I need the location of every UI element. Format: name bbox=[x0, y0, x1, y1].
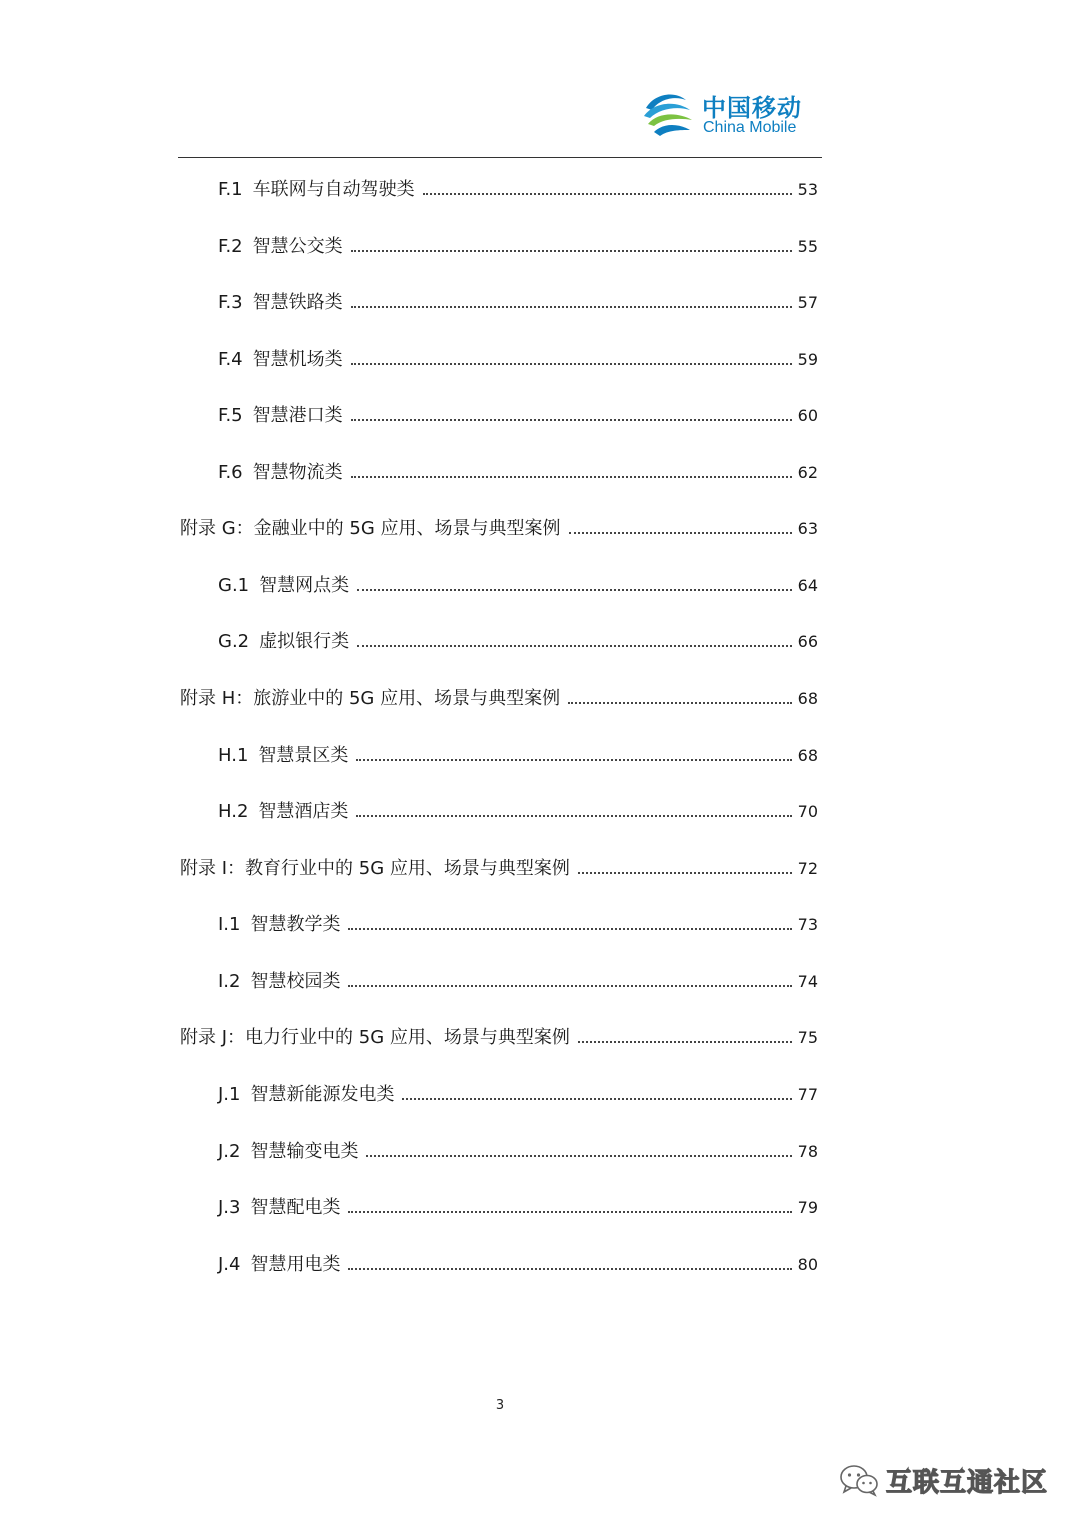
toc-entry-page: 73 bbox=[797, 915, 818, 934]
toc-entry-title: 智慧用电类 bbox=[250, 1254, 341, 1275]
toc-entry-page: 68 bbox=[797, 689, 818, 708]
toc-entry-page: 72 bbox=[797, 859, 818, 878]
toc-entry[interactable] bbox=[218, 1136, 818, 1164]
toc-entry[interactable] bbox=[218, 740, 818, 768]
toc-appendix-entry[interactable] bbox=[180, 513, 818, 541]
toc-entry-title: 智慧教学类 bbox=[250, 914, 341, 935]
toc-entry[interactable] bbox=[218, 626, 818, 654]
dot-leader bbox=[357, 589, 792, 591]
dot-leader bbox=[351, 306, 792, 308]
dot-leader bbox=[348, 928, 792, 930]
toc-entry-title: 附录 J：电力行业中的 5G 应用、场景与典型案例 bbox=[180, 1027, 570, 1048]
toc-entry[interactable] bbox=[218, 1079, 818, 1107]
toc-appendix-entry[interactable] bbox=[180, 1022, 818, 1050]
dot-leader bbox=[357, 645, 792, 647]
toc-entry-page: 74 bbox=[797, 972, 818, 991]
toc-entry-number: J.2 bbox=[218, 1141, 241, 1162]
toc-entry-title: 智慧输变电类 bbox=[250, 1141, 359, 1162]
dot-leader bbox=[351, 419, 792, 421]
wechat-icon bbox=[838, 1463, 880, 1497]
toc-entry-number: J.4 bbox=[218, 1254, 241, 1275]
watermark-text: 互联互通社区 bbox=[886, 1467, 1049, 1498]
dot-leader bbox=[568, 702, 792, 704]
toc-entry[interactable] bbox=[218, 231, 818, 259]
dot-leader bbox=[402, 1098, 792, 1100]
toc-entry-title: 智慧酒店类 bbox=[258, 801, 349, 822]
toc-entry-number: H.2 bbox=[218, 801, 249, 822]
toc-entry[interactable] bbox=[218, 796, 818, 824]
page-number: 3 bbox=[495, 1398, 505, 1413]
dot-leader bbox=[423, 193, 792, 195]
toc-entry-page: 77 bbox=[797, 1085, 818, 1104]
toc-entry-title: 智慧公交类 bbox=[252, 236, 343, 257]
toc-entry-page: 53 bbox=[797, 180, 818, 199]
toc-entry-number: F.5 bbox=[218, 405, 243, 426]
toc-entry-page: 78 bbox=[797, 1142, 818, 1161]
toc-entry-title: 附录 G：金融业中的 5G 应用、场景与典型案例 bbox=[180, 518, 561, 539]
toc-entry-page: 79 bbox=[797, 1198, 818, 1217]
toc-entry-title: 智慧物流类 bbox=[252, 462, 343, 483]
toc-entry-title: 虚拟银行类 bbox=[259, 631, 350, 652]
toc-entry-page: 60 bbox=[797, 406, 818, 425]
dot-leader bbox=[578, 872, 792, 874]
toc-entry[interactable] bbox=[218, 344, 818, 372]
toc-entry-number: F.4 bbox=[218, 349, 243, 370]
toc-entry-page: 70 bbox=[797, 802, 818, 821]
toc-entry-title: 智慧机场类 bbox=[252, 349, 343, 370]
toc-entry-page: 57 bbox=[797, 293, 818, 312]
dot-leader bbox=[351, 250, 792, 252]
toc-entry-title: 智慧配电类 bbox=[250, 1197, 341, 1218]
toc-entry-number: G.1 bbox=[218, 575, 250, 596]
toc-entry-number: J.1 bbox=[218, 1084, 241, 1105]
toc-entry-page: 75 bbox=[797, 1028, 818, 1047]
toc-entry-number: H.1 bbox=[218, 745, 249, 766]
toc-entry-page: 64 bbox=[797, 576, 818, 595]
toc-entry-page: 55 bbox=[797, 237, 818, 256]
toc-entry[interactable] bbox=[218, 174, 818, 202]
dot-leader bbox=[366, 1155, 792, 1157]
toc-entry-title: 智慧校园类 bbox=[250, 971, 341, 992]
toc-entry-title: 附录 H：旅游业中的 5G 应用、场景与典型案例 bbox=[180, 688, 561, 709]
toc-entry-page: 68 bbox=[797, 746, 818, 765]
toc-entry-number: F.3 bbox=[218, 292, 243, 313]
toc-appendix-entry[interactable] bbox=[180, 683, 818, 711]
toc-entry-page: 66 bbox=[797, 632, 818, 651]
toc-appendix-entry[interactable] bbox=[180, 853, 818, 881]
dot-leader bbox=[348, 1268, 792, 1270]
dot-leader bbox=[356, 759, 792, 761]
dot-leader bbox=[578, 1041, 792, 1043]
dot-leader bbox=[351, 476, 792, 478]
toc-entry[interactable] bbox=[218, 966, 818, 994]
toc-entry-title: 智慧新能源发电类 bbox=[250, 1084, 395, 1105]
dot-leader bbox=[356, 815, 792, 817]
toc-entry-title: 智慧景区类 bbox=[258, 745, 349, 766]
toc-entry-number: F.6 bbox=[218, 462, 243, 483]
logo-chinese-name: 中国移动 bbox=[702, 94, 802, 122]
toc-entry[interactable] bbox=[218, 1192, 818, 1220]
toc-entry-title: 智慧网点类 bbox=[259, 575, 350, 596]
toc-entry-number: F.1 bbox=[218, 179, 243, 200]
toc-entry[interactable] bbox=[218, 909, 818, 937]
toc-entry[interactable] bbox=[218, 400, 818, 428]
dot-leader bbox=[569, 532, 792, 534]
dot-leader bbox=[351, 363, 792, 365]
toc-entry-title: 智慧港口类 bbox=[252, 405, 343, 426]
toc-entry-title: 智慧铁路类 bbox=[252, 292, 343, 313]
toc-entry-number: J.3 bbox=[218, 1197, 241, 1218]
toc-entry-number: I.1 bbox=[218, 914, 241, 935]
toc-entry-page: 62 bbox=[797, 463, 818, 482]
wechat-watermark bbox=[838, 1458, 1048, 1502]
toc-entry[interactable] bbox=[218, 287, 818, 315]
logo-english-name: China Mobile bbox=[703, 119, 797, 136]
dot-leader bbox=[348, 1211, 792, 1213]
dot-leader bbox=[348, 985, 792, 987]
toc-entry-page: 63 bbox=[797, 519, 818, 538]
toc-entry[interactable] bbox=[218, 570, 818, 598]
toc-entry-title: 附录 I：教育行业中的 5G 应用、场景与典型案例 bbox=[180, 858, 570, 879]
toc-entry-number: I.2 bbox=[218, 971, 241, 992]
toc-entry-page: 80 bbox=[797, 1255, 818, 1274]
toc-entry[interactable] bbox=[218, 457, 818, 485]
toc-entry-title: 车联网与自动驾驶类 bbox=[252, 179, 415, 200]
toc-entry-page: 59 bbox=[797, 350, 818, 369]
toc-entry[interactable] bbox=[218, 1249, 818, 1277]
toc-entry-number: G.2 bbox=[218, 631, 250, 652]
toc-entry-number: F.2 bbox=[218, 236, 243, 257]
